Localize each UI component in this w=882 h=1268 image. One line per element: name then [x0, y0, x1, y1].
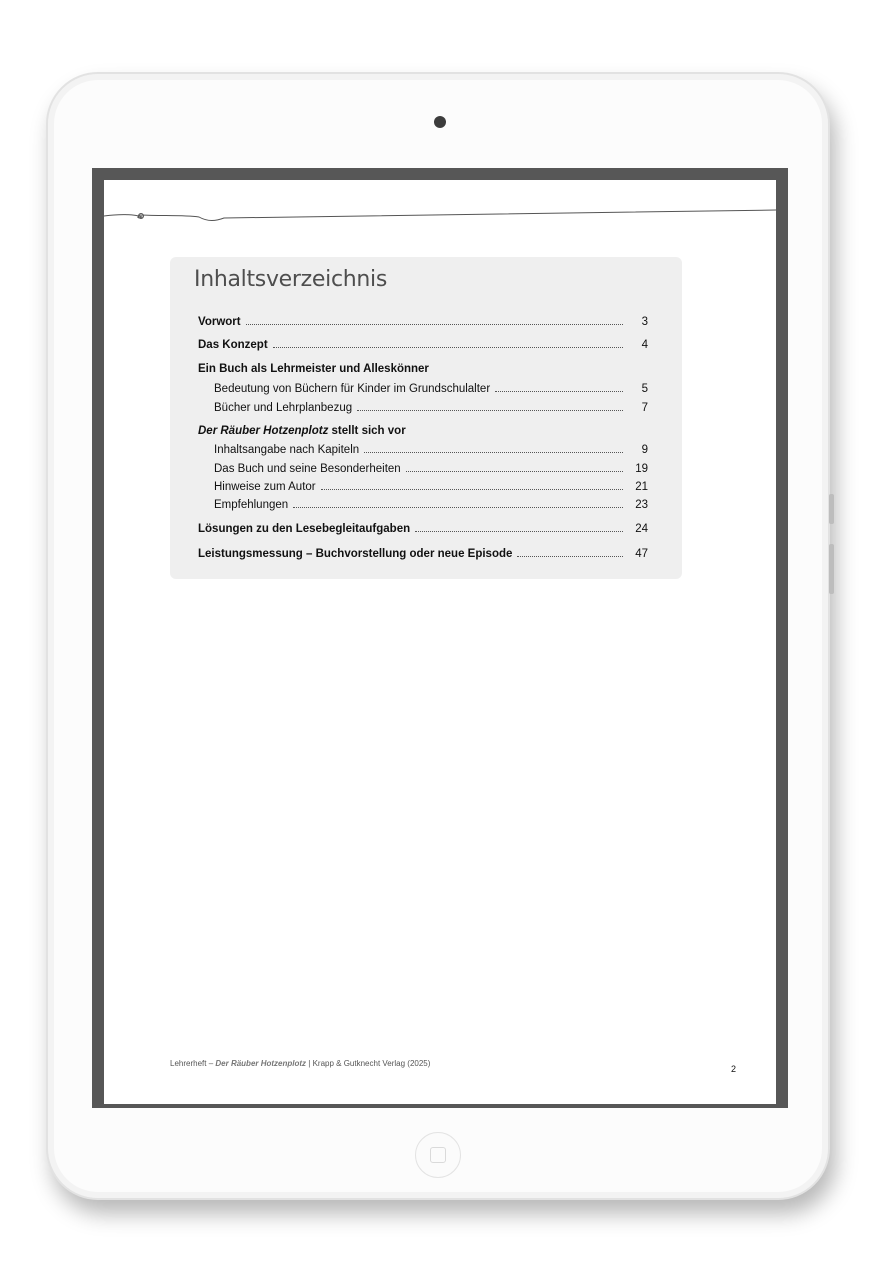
- heading-rest: stellt sich vor: [328, 425, 406, 437]
- toc-entry-label: Bedeutung von Büchern für Kinder im Grundschulalter: [214, 383, 491, 395]
- side-button: [829, 494, 834, 524]
- toc-entry-page: 47: [635, 548, 648, 560]
- dot-leader: [246, 323, 623, 325]
- toc-entry-inhaltsangabe[interactable]: [214, 444, 648, 460]
- home-square-icon: [430, 1147, 446, 1163]
- toc-entry-bedeutung[interactable]: [214, 383, 648, 399]
- dot-leader: [415, 530, 623, 532]
- toc-entry-page: 3: [641, 316, 648, 328]
- footer-suffix: | Krapp & Gutknecht Verlag (2025): [306, 1059, 431, 1068]
- toc-entry-loesungen[interactable]: [198, 523, 648, 539]
- toc-entry-label: Lösungen zu den Lesebegleitaufgaben: [198, 523, 411, 535]
- toc-entry-besonderheiten[interactable]: [214, 463, 648, 479]
- tablet-frame: [46, 72, 830, 1200]
- dot-leader: [364, 451, 623, 453]
- toc-entry-page: 21: [635, 481, 648, 493]
- toc-entry-autor[interactable]: [214, 481, 648, 497]
- document-page[interactable]: [104, 180, 776, 1104]
- toc-entry-label: Bücher und Lehrplanbezug: [214, 402, 353, 414]
- dot-leader: [406, 470, 623, 472]
- dot-leader: [321, 488, 623, 490]
- dot-leader: [357, 409, 623, 411]
- toc-entry-leistungsmessung[interactable]: [198, 548, 648, 564]
- toc-entry-page: 7: [641, 402, 648, 414]
- dot-leader: [273, 346, 623, 348]
- screen-bezel: [92, 168, 788, 1108]
- toc-entry-empfehlungen[interactable]: [214, 499, 648, 515]
- dot-leader: [293, 506, 623, 508]
- dot-leader: [495, 390, 623, 392]
- home-button[interactable]: [415, 1132, 461, 1178]
- toc-entry-label: Hinweise zum Autor: [214, 481, 316, 493]
- table-of-contents: [170, 257, 682, 579]
- toc-title: Inhaltsverzeichnis: [194, 267, 388, 292]
- volume-button: [829, 544, 834, 594]
- toc-entry-label: Empfehlungen: [214, 499, 289, 511]
- decorative-line: [104, 204, 776, 234]
- toc-entry-page: 4: [641, 339, 648, 351]
- toc-entry-label: Leistungsmessung – Buchvorstellung oder neue Episode: [198, 548, 513, 560]
- page-number: 2: [731, 1064, 737, 1074]
- toc-entry-konzept[interactable]: [198, 339, 648, 355]
- book-title: Der Räuber Hotzenplotz: [198, 425, 329, 437]
- camera-icon: [434, 116, 446, 128]
- toc-entry-label: Das Konzept: [198, 339, 268, 351]
- toc-entry-page: 5: [641, 383, 648, 395]
- toc-entry-page: 23: [635, 499, 648, 511]
- toc-entry-page: 9: [641, 444, 648, 456]
- toc-entry-label: Inhaltsangabe nach Kapiteln: [214, 444, 360, 456]
- toc-entry-vorwort[interactable]: [198, 316, 648, 332]
- page-footer: [170, 1059, 430, 1068]
- footer-book-title: Der Räuber Hotzenplotz: [215, 1059, 307, 1068]
- toc-section-heading: Ein Buch als Lehrmeister und Alleskönner: [198, 363, 429, 375]
- toc-entry-page: 24: [635, 523, 648, 535]
- dot-leader: [517, 555, 623, 557]
- toc-entry-page: 19: [635, 463, 648, 475]
- toc-section-heading: [198, 425, 406, 437]
- toc-entry-label: Das Buch und seine Besonderheiten: [214, 463, 401, 475]
- toc-entry-label: Vorwort: [198, 316, 241, 328]
- toc-entry-lehrplan[interactable]: [214, 402, 648, 418]
- footer-prefix: Lehrerheft –: [170, 1059, 216, 1068]
